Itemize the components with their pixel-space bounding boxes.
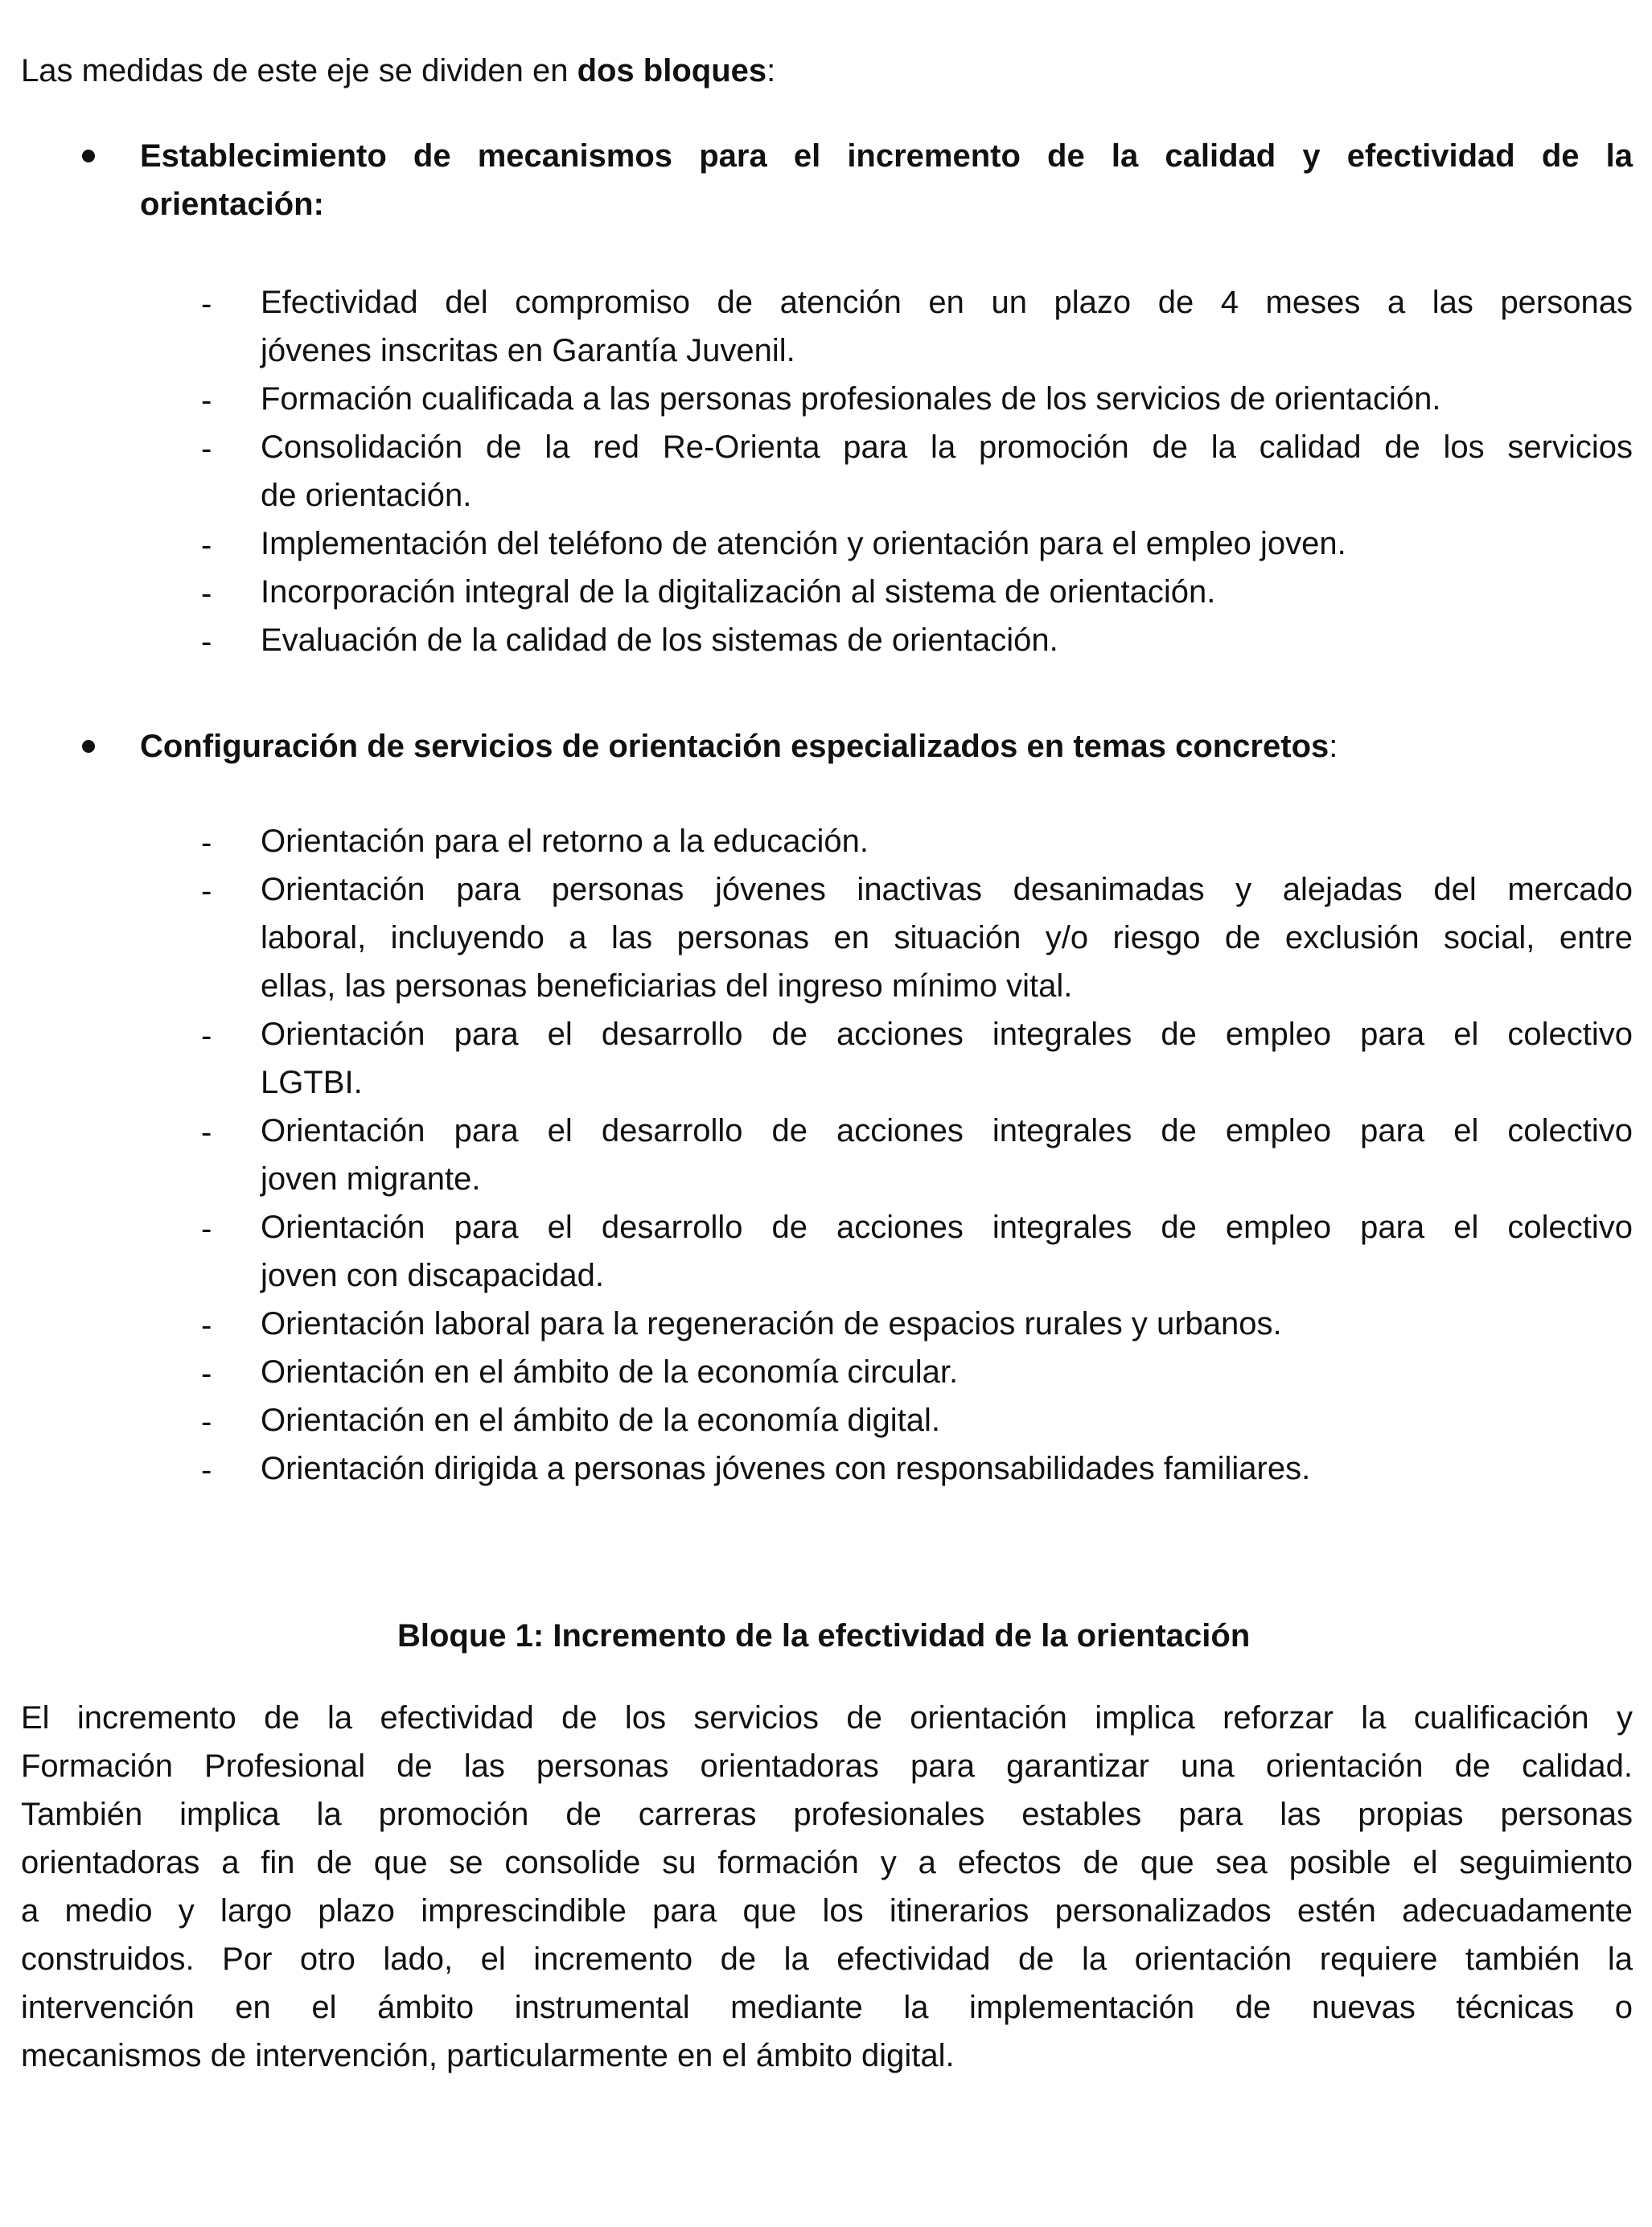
dash-marker: - (201, 383, 212, 418)
list1-item5: Incorporación integral de la digitalización al sistema de orientación. (261, 574, 1216, 610)
paragraph-line: mecanismos de intervención, particularmente en el ámbito digital. (21, 2038, 955, 2073)
dash-marker: - (201, 1018, 212, 1054)
bullet2-title-tail: : (1329, 729, 1338, 764)
paragraph-line: intervención en el ámbito instrumental mediante la implementación de nuevas técnicas o (21, 1990, 1633, 2025)
dash-marker: - (201, 1356, 212, 1391)
bullet2-title (140, 722, 1338, 770)
dash-marker: - (201, 873, 212, 909)
list2-item7: Orientación en el ámbito de la economía circular. (261, 1354, 959, 1390)
dash-marker: - (201, 431, 212, 466)
dash-marker: - (201, 1308, 212, 1343)
paragraph-line: orientadoras a fin de que se consolide su formación y a efectos de que sea posible el seguimiento (21, 1845, 1633, 1880)
list2-item9: Orientación dirigida a personas jóvenes con responsabilidades familiares. (261, 1451, 1311, 1486)
paragraph-line: También implica la promoción de carreras profesionales estables para las propias personas (21, 1797, 1633, 1832)
dash-marker: - (201, 624, 212, 659)
bullet1-title-line1: Establecimiento de mecanismos para el incremento de la calidad y efectividad de la (140, 138, 1633, 174)
list2-item4-line1: Orientación para el desarrollo de acciones integrales de empleo para el colectivo (261, 1113, 1633, 1148)
intro-bold: dos bloques (577, 53, 767, 88)
dash-marker: - (201, 576, 212, 611)
dash-marker: - (201, 1404, 212, 1440)
paragraph-line: construidos. Por otro lado, el incremento de la efectividad de la orientación requiere también la (21, 1941, 1633, 1977)
list1-item1-line1: Efectividad del compromiso de atención en un plazo de 4 meses a las personas (261, 285, 1633, 320)
intro-text: Las medidas de este eje se dividen en (21, 53, 577, 88)
bullet1-title-line2: orientación: (140, 187, 324, 222)
list2-item3-line1: Orientación para el desarrollo de acciones integrales de empleo para el colectivo (261, 1017, 1633, 1052)
list2-item2-line3: ellas, las personas beneficiarias del ingreso mínimo vital. (261, 968, 1073, 1004)
bullet-dot (82, 740, 95, 753)
paragraph-line: El incremento de la efectividad de los servicios de orientación implica reforzar la cualificación y (21, 1700, 1633, 1736)
list2-item3-line2: LGTBI. (261, 1065, 363, 1100)
section-heading: Bloque 1: Incremento de la efectividad de la orientación (397, 1618, 1251, 1654)
bullet-dot (82, 150, 95, 162)
list1-item2: Formación cualificada a las personas profesionales de los servicios de orientación. (261, 381, 1441, 417)
list2-item6: Orientación laboral para la regeneración de espacios rurales y urbanos. (261, 1306, 1282, 1342)
dash-marker: - (201, 286, 212, 322)
list2-item4-line2: joven migrante. (261, 1161, 481, 1197)
dash-marker: - (201, 1452, 212, 1488)
paragraph-line: Formación Profesional de las personas orientadoras para garantizar una orientación de calidad. (21, 1748, 1633, 1784)
dash-marker: - (201, 1115, 212, 1150)
list1-item3-line1: Consolidación de la red Re-Orienta para la promoción de la calidad de los servicios (261, 429, 1633, 465)
dash-marker: - (201, 528, 212, 563)
list1-item3-line2: de orientación. (261, 478, 472, 513)
list2-item2-line1: Orientación para personas jóvenes inactivas desanimadas y alejadas del mercado (261, 872, 1633, 907)
list2-item1: Orientación para el retorno a la educación. (261, 824, 869, 859)
dash-marker: - (201, 1211, 212, 1247)
bullet2-title-bold: Configuración de servicios de orientación especializados en temas concretos (140, 729, 1329, 764)
list1-item4: Implementación del teléfono de atención y orientación para el empleo joven. (261, 526, 1346, 561)
list1-item1-line2: jóvenes inscritas en Garantía Juvenil. (261, 333, 795, 368)
intro-line (21, 47, 775, 95)
paragraph-line: a medio y largo plazo imprescindible para que los itinerarios personalizados estén adecuadamente (21, 1893, 1633, 1929)
list2-item8: Orientación en el ámbito de la economía digital. (261, 1403, 940, 1438)
list2-item5-line2: joven con discapacidad. (261, 1258, 604, 1293)
list2-item5-line1: Orientación para el desarrollo de acciones integrales de empleo para el colectivo (261, 1210, 1633, 1245)
dash-marker: - (201, 825, 212, 861)
list2-item2-line2: laboral, incluyendo a las personas en situación y/o riesgo de exclusión social, entre (261, 920, 1633, 955)
intro-tail: : (766, 53, 776, 88)
list1-item6: Evaluación de la calidad de los sistemas de orientación. (261, 622, 1058, 658)
